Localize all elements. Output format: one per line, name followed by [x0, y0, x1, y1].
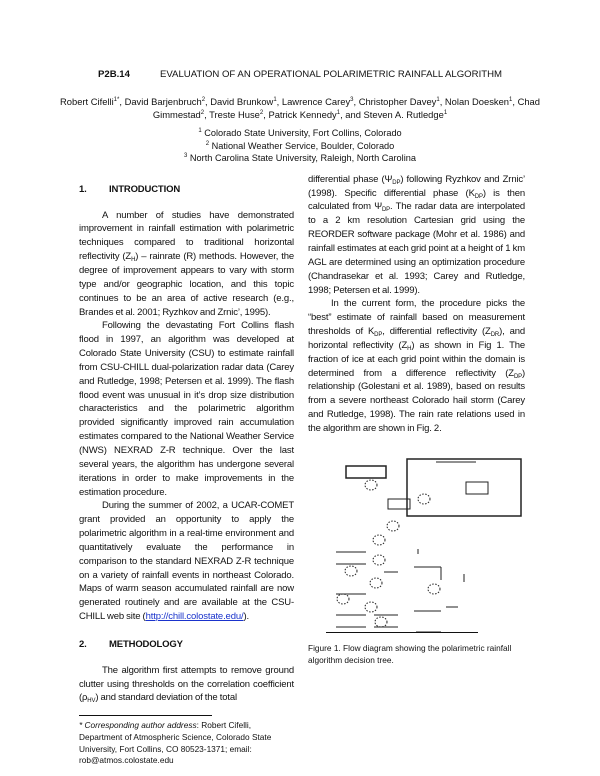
paragraph-text: ) – rainrate (R) methods. However, the degree of improvement appears to vary with storm type and/or geographic location, and this topic continues to be an area of active research (e.g., Brandes et al. 2001; Ryzhkov and Zrnic’, 1995).	[79, 251, 294, 318]
affiliation-line	[0, 140, 600, 153]
affiliation-text: National Weather Service, Boulder, Colorado	[211, 140, 395, 151]
body-paragraph	[308, 297, 525, 435]
section-title: METHODOLOGY	[109, 638, 183, 650]
author-affiliation-mark: 1	[273, 97, 277, 103]
methodology-text	[79, 664, 294, 706]
affiliation-number: 2	[205, 140, 210, 147]
affiliation-line	[0, 127, 600, 140]
author-separator: , and	[340, 109, 364, 120]
author-affiliation-mark: 3	[350, 97, 354, 103]
footnote	[79, 720, 294, 766]
diagram-box	[346, 466, 386, 478]
author-list	[60, 95, 540, 121]
paragraph-text: In the current form, the procedure picks the “best” estimate of rainfall based on measurement thresholds of K	[308, 298, 525, 338]
author-name: Chad Gimmestad	[152, 96, 540, 120]
author-affiliation-mark: 1*	[113, 97, 120, 103]
paragraph-text: differential phase (Ψ	[308, 173, 393, 185]
author-affiliation-mark: 2	[200, 110, 205, 116]
author-affiliation-mark: 1	[336, 110, 341, 116]
paragraph-text: During the summer of 2002, a UCAR-COMET grant provided an opportunity to apply the polarimetric algorithm in a real-time environment and quantitatively evaluate the performance in comparison to the standard NEXRAD Z-R technique on a variety of rainfall events in northeast Colorado. Maps of warm season accumulated rainfall are now generated routinely and are available at the CSU-CHILL web site (	[79, 500, 294, 623]
subscript: DP	[374, 332, 383, 339]
paragraph-text: ) is then calculated from Ψ	[308, 187, 525, 213]
author-separator: ,	[512, 96, 518, 107]
subscript: H	[407, 345, 412, 352]
introduction-text	[79, 209, 294, 624]
author-affiliation-mark: 1	[436, 97, 440, 103]
author-affiliation-mark: 2	[259, 110, 264, 116]
figure-caption: Figure 1. Flow diagram showing the polarimetric rainfall algorithm decision tree.	[308, 642, 512, 665]
body-paragraph	[79, 319, 294, 499]
author-separator: ,	[119, 96, 125, 107]
paragraph-text: A number of studies have demonstrated improvement in rainfall estimation with polarimetric techniques compared to traditional horizontal reflectivity (Z	[79, 209, 294, 263]
author-affiliation-mark: 1	[443, 110, 448, 116]
footnote-divider	[79, 715, 212, 716]
affiliations	[0, 127, 600, 165]
author-separator: ,	[263, 109, 269, 120]
paragraph-text: The algorithm first attempts to remove ground clutter using thresholds on the correlation coefficient (ρ	[79, 664, 294, 704]
figure-divider	[326, 632, 478, 633]
section-heading-introduction	[79, 183, 294, 197]
subscript: HV	[87, 698, 96, 705]
body-paragraph	[79, 664, 294, 706]
diagram-connectors	[336, 549, 464, 632]
author-affiliation-mark: 2	[201, 97, 206, 103]
author-name: Lawrence Carey	[281, 96, 351, 107]
author-name: Nolan Doesken	[444, 96, 510, 107]
section-title: INTRODUCTION	[109, 183, 181, 195]
paragraph-text: ) as shown in Fig 1. The fraction of ice at each grid point within the domain is determined from a difference reflectivity (Z	[308, 339, 525, 379]
author-name: Treste Huse	[209, 109, 260, 120]
footnote-label: * Corresponding author address	[79, 720, 197, 731]
paragraph-text: ).	[243, 611, 249, 623]
right-column	[308, 173, 525, 767]
paragraph-text: ) following Ryzhkov and Zrnic’ (1998). Specific differential phase (K	[308, 173, 525, 199]
paragraph-text: ) relationship (Golestani et al. 1989), based on results from a severe northeast Colorado hail storm (Carey and Rutledge, 1998). The rain rate relations used in the algorithm are shown in Fig. 2.	[308, 367, 525, 434]
subscript: DP	[392, 179, 401, 186]
affiliation-number: 3	[184, 153, 188, 160]
paragraph-text: . The radar data are interpolated to a 2 km resolution Cartesian grid using the REORDER software package (Mohr et al. 1986) and rainfall estimates at each grid point at a height of 1 km AGL are determined using an optimization procedure (Chandrasekar et al. 1993; Carey and Rutledge, 1998; Petersen et al. 1999).	[308, 201, 525, 296]
affiliation-number: 1	[198, 128, 202, 134]
author-separator: ,	[439, 96, 445, 107]
diagram-box	[466, 482, 488, 494]
author-affiliation-mark: 1	[509, 97, 513, 103]
footnote-text: : Robert Cifelli, Department of Atmospheric Science, Colorado State University, Fort Collins, CO 80523-1371; email: rob@atmos.colostate.edu	[79, 720, 272, 766]
left-column	[79, 173, 294, 767]
paragraph-text: , differential reflectivity (Z	[382, 326, 491, 338]
subscript: DP	[513, 373, 522, 380]
subscript: DR	[490, 332, 500, 339]
author-separator: ,	[204, 109, 210, 120]
paper-title	[0, 69, 600, 81]
author-name: Steven A. Rutledge	[363, 109, 444, 120]
affiliation-text: Colorado State University, Fort Collins, Colorado	[204, 128, 402, 138]
diagram-box	[407, 459, 521, 516]
author-name: David Brunkow	[210, 96, 274, 107]
flow-diagram-figure	[326, 454, 526, 632]
author-name: Robert Cifelli	[60, 96, 114, 107]
paragraph-text: Following the devastating Fort Collins flash flood in 1997, an algorithm was developed at Colorado State University (CSU) to estimate rainfall from CSU-CHILL dual-polarization radar data (Carey and Rutledge, 1998; Petersen et al. 1999). The flash flood event was unusual in it’s drop size distribution characteristics and the polarimetric algorithm provided significantly improved rain accumulation estimates compared to the National Weather Service (NWS) NEXRAD Z-R technique. Over the last several years, the algorithm has undergone several iterations in order to make improvements in the estimation procedure.	[79, 320, 294, 498]
subscript: H	[131, 257, 136, 264]
right-column-text	[308, 173, 525, 436]
web-site-link[interactable]: http://chill.colostate.edu/	[145, 611, 244, 623]
body-paragraph	[79, 209, 294, 320]
paper-code: P2B.14	[97, 69, 130, 80]
author-separator: ,	[276, 96, 282, 107]
section-number: 1.	[79, 183, 87, 195]
paragraph-text: ), and horizontal reflectivity (Z	[308, 326, 525, 351]
footnote-area	[79, 705, 294, 766]
affiliation-text: North Carolina State University, Raleigh, North Carolina	[189, 153, 416, 164]
section-heading-methodology	[79, 638, 294, 652]
author-name: Christopher Davey	[358, 96, 437, 107]
two-column-body	[0, 173, 600, 767]
paper-title-text: EVALUATION OF AN OPERATIONAL POLARIMETRIC RAINFALL ALGORITHM	[159, 69, 503, 80]
author-name: David Barjenbruch	[124, 96, 202, 107]
subscript: DP	[474, 193, 483, 200]
body-paragraph	[308, 173, 525, 298]
section-number: 2.	[79, 638, 87, 650]
author-separator: ,	[205, 96, 211, 107]
body-paragraph	[79, 499, 294, 624]
paragraph-text: ) and standard deviation of the total	[95, 692, 237, 704]
affiliation-line	[0, 152, 600, 165]
subscript: DP	[381, 207, 391, 214]
author-name: Patrick Kennedy	[268, 109, 337, 120]
author-separator: ,	[353, 96, 359, 107]
